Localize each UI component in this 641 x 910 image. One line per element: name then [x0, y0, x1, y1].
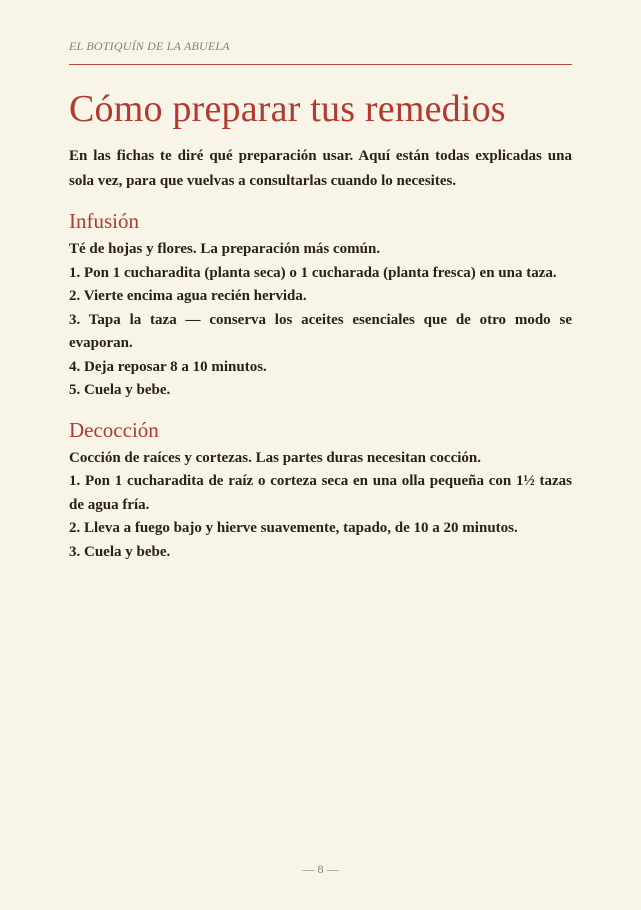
running-header: EL BOTIQUÍN DE LA ABUELA — [69, 39, 230, 53]
infusion-step: 2. Vierte encima agua recién hervida. — [69, 288, 307, 304]
infusion-step: 3. Tapa la taza — conserva los aceites esenciales que de otro modo se evaporan. — [69, 311, 572, 351]
section-infusion — [69, 206, 572, 403]
page-content — [69, 86, 572, 564]
infusion-step: 5. Cuela y bebe. — [69, 382, 171, 398]
header-divider — [69, 64, 572, 65]
infusion-step: 1. Pon 1 cucharadita (planta seca) o 1 cucharada (planta fresca) en una taza. — [69, 264, 557, 281]
section-decoction — [69, 415, 572, 565]
infusion-step: 4. Deja reposar 8 a 10 minutos. — [69, 358, 267, 375]
decoction-step: 2. Lleva a fuego bajo y hierve suavemente, tapado, de 10 a 20 minutos. — [69, 520, 518, 536]
intro-paragraph: En las fichas te diré qué preparación usar. Aquí están todas explicadas una sola vez, para que vuelvas a consultarlas cuando lo necesites. — [69, 148, 572, 189]
infusion-description: Té de hojas y flores. La preparación más común. — [69, 241, 381, 257]
decoction-description: Cocción de raíces y cortezas. Las partes duras necesitan cocción. — [69, 449, 482, 466]
page-title: Cómo preparar tus remedios — [69, 88, 506, 130]
decoction-step: 3. Cuela y bebe. — [69, 543, 171, 560]
decoction-step: 1. Pon 1 cucharadita de raíz o corteza seca en una olla pequeña con 1½ tazas de agua fría. — [69, 473, 572, 513]
section-heading-infusion: Infusión — [69, 209, 139, 233]
page-number: — 8 — — [302, 862, 339, 876]
section-heading-decoction: Decocción — [69, 417, 159, 442]
